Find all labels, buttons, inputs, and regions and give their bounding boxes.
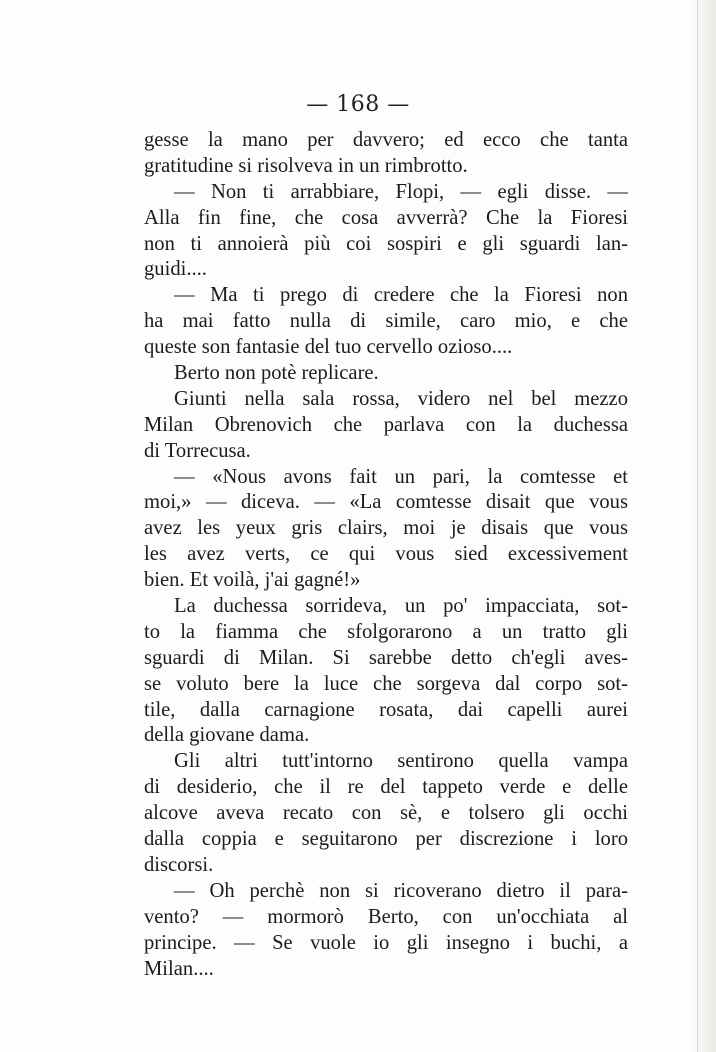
page-edge-shadow xyxy=(688,0,716,1052)
text-line: Milan Obrenovich che parlava con la duchessa xyxy=(144,413,628,436)
text-line: sguardi di Milan. Si sarebbe detto ch'egli aves- xyxy=(144,646,628,669)
text-line: La duchessa sorrideva, un po' impacciata, sot- xyxy=(174,595,628,618)
text-line: se voluto bere la luce che sorgeva dal corpo sot- xyxy=(144,672,628,695)
text-line: guidi.... xyxy=(144,258,207,281)
text-line: di desiderio, che il re del tappeto verde e delle xyxy=(144,776,628,799)
text-line: gesse la mano per davvero; ed ecco che tanta xyxy=(144,129,628,151)
text-line: queste son fantasie del tuo cervello ozioso.... xyxy=(144,336,513,359)
text-line: discorsi. xyxy=(144,853,214,876)
text-line: principe. — Se vuole io gli insegno i buchi, a xyxy=(144,931,628,954)
text-line: Milan.... xyxy=(144,957,214,980)
text-line: dalla coppia e seguitarono per discrezione i loro xyxy=(144,828,628,851)
text-line: di Torrecusa. xyxy=(144,439,251,462)
text-line: — «Nous avons fait un pari, la comtesse et xyxy=(174,465,628,488)
text-line: alcove aveva recato con sè, e tolsero gli occhi xyxy=(144,802,628,825)
text-line: Berto non potè replicare. xyxy=(174,362,379,385)
text-line: avez les yeux gris clairs, moi je disais que vous xyxy=(144,517,628,540)
body-text xyxy=(144,128,628,982)
text-line: moi,» — diceva. — «La comtesse disait que vous xyxy=(144,491,628,514)
text-line: bien. Et voilà, j'ai gagné!» xyxy=(144,569,361,592)
text-line: della giovane dama. xyxy=(144,724,310,747)
text-line: Alla fin fine, che cosa avverrà? Che la Fioresi xyxy=(144,206,628,229)
text-line: non ti annoierà più coi sospiri e gli sguardi lan- xyxy=(144,232,628,255)
text-line: — Non ti arrabbiare, Flopi, — egli disse. — xyxy=(174,180,628,203)
text-line: les avez verts, ce qui vous sied excessivement xyxy=(144,543,628,566)
text-line: Gli altri tutt'intorno sentirono quella vampa xyxy=(174,750,628,773)
text-line: vento? — mormorò Berto, con un'occhiata al xyxy=(144,905,628,928)
text-line: ha mai fatto nulla di simile, caro mio, e che xyxy=(144,310,628,333)
text-line: gratitudine si risolveva in un rimbrotto. xyxy=(144,154,468,177)
text-line: Giunti nella sala rossa, videro nel bel mezzo xyxy=(174,387,628,410)
page-edge-line xyxy=(697,0,698,1052)
text-line: to la fiamma che sfolgorarono a un tratto gli xyxy=(144,620,628,643)
text-line: — Oh perchè non si ricoverano dietro il para- xyxy=(174,879,628,902)
page-number: — 168 — xyxy=(306,92,410,117)
text-line: — Ma ti prego di credere che la Fioresi non xyxy=(174,284,628,307)
text-line: tile, dalla carnagione rosata, dai capelli aurei xyxy=(144,698,628,721)
